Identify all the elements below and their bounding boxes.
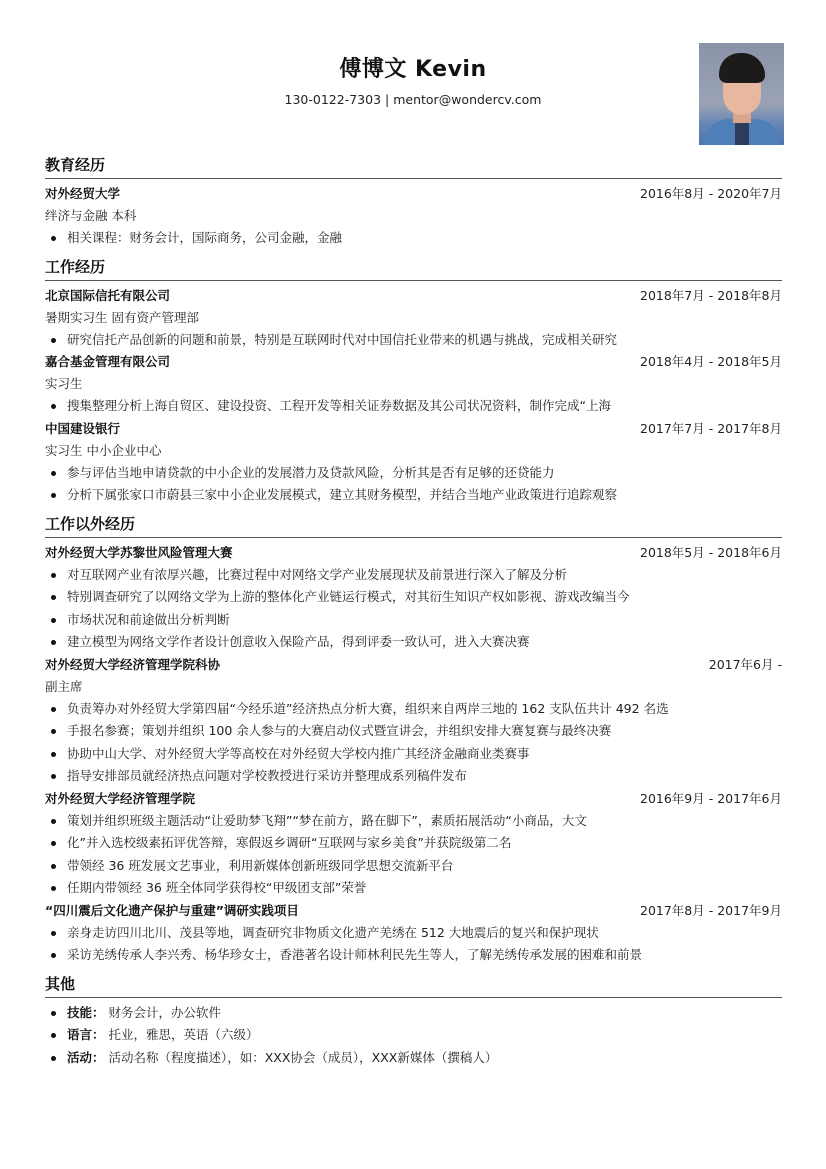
bullet-item: 化”并入选校级素拓评优答辩，寒假返乡调研“互联网与家乡美食”并获院级第二名 (45, 832, 782, 855)
job-role: 实习生 (45, 376, 83, 391)
item-value: 活动名称（程度描述），如：XXX协会（成员），XXX新媒体（撰稿人） (104, 1049, 498, 1065)
activity-role: 副主席 (45, 678, 83, 694)
section-work (45, 256, 782, 507)
work-entry (45, 418, 782, 507)
item-label: 技能： (67, 1004, 105, 1020)
section-other-experience (45, 513, 782, 967)
section-misc (45, 973, 782, 1070)
item-label: 语言： (67, 1027, 105, 1042)
photo-collar (735, 123, 749, 145)
activity-entry (45, 542, 782, 654)
bullet-item: 建立模型为网络文学作者设计创意收入保险产品，得到评委一致认可，进入大赛决赛 (45, 631, 782, 654)
work-entry (45, 351, 782, 418)
bullet-item: 协助中山大学、对外经贸大学等高校在对外经贸大学校内推广其经济金融商业类赛事 (45, 743, 782, 766)
job-role: 暑期实习生 固有资产管理部 (45, 309, 199, 325)
section-title-misc: 其他 (45, 973, 782, 998)
company-name: 嘉合基金管理有限公司 (45, 354, 171, 369)
entry-date: 2017年8月 - 2017年9月 (640, 902, 782, 918)
entry-date: 2018年5月 - 2018年6月 (640, 544, 782, 560)
entry-date: 2018年4月 - 2018年5月 (640, 354, 782, 369)
activity-name: 对外经贸大学经济管理学院 (45, 790, 196, 806)
profile-photo (699, 43, 784, 145)
bullet-item: 参与评估当地申请贷款的中小企业的发展潜力及贷款风险，分析其是否有足够的还贷能力 (45, 462, 782, 485)
entry-date: 2016年9月 - 2017年6月 (640, 790, 782, 806)
bullet-item: 指导安排部员就经济热点问题对学校教授进行采访并整理成系列稿件发布 (45, 765, 782, 788)
photo-hair (719, 53, 765, 83)
activities-item (45, 1047, 782, 1070)
company-name: 北京国际信托有限公司 (45, 287, 171, 303)
bullet-item: 带领经 36 班发展文艺事业，利用新媒体创新班级同学思想交流新平台 (45, 855, 782, 878)
bullet-item: 采访羌绣传承人李兴秀、杨华珍女士，香港著名设计师林利民先生等人，了解羌绣传承发展的困难和前景 (45, 944, 782, 967)
item-label: 活动： (67, 1049, 105, 1065)
activity-entry (45, 788, 782, 900)
bullet-item: 研究信托产品创新的问题和前景，特别是互联网时代对中国信托业带来的机遇与挑战，完成相关研究 (45, 329, 782, 352)
bullet-item: 相关课程：财务会计，国际商务，公司金融，金融 (45, 227, 782, 250)
activity-entry (45, 654, 782, 788)
degree: 绊济与金融 本科 (45, 208, 137, 223)
phone-number: 130-0122-7303 (284, 92, 382, 107)
activity-name: 对外经贸大学经济管理学院科协 (45, 656, 221, 672)
bullet-item: 搜集整理分析上海自贸区、建设投资、工程开发等相关证券数据及其公司状况资料，制作完成“上海 (45, 395, 782, 418)
bullet-item: 分析下属张家口市蔚县三家中小企业发展模式，建立其财务模型，并结合当地产业政策进行追踪观察 (45, 484, 782, 507)
bullet-item: 手报名参赛；策划并组织 100 余人参与的大赛启动仪式暨宣讲会，并组织安排大赛复赛与最终决赛 (45, 720, 782, 743)
school-name: 对外经贸大学 (45, 186, 121, 201)
entry-date: 2017年6月 - (708, 656, 782, 672)
section-title-other-experience: 工作以外经历 (45, 513, 782, 538)
bullet-item: 亲身走访四川北川、茂县等地，调查研究非物质文化遗产羌绣在 512 大地震后的复兴和保护现状 (45, 922, 782, 945)
activity-name: 对外经贸大学苏黎世风险管理大赛 (45, 544, 233, 560)
entry-date: 2017年7月 - 2017年8月 (640, 420, 782, 436)
activity-entry (45, 900, 782, 967)
languages-item (45, 1024, 782, 1047)
contact-separator: | (381, 92, 394, 107)
bullet-item: 任期内带领经 36 班全体同学获得校“甲级团支部”荣誉 (45, 877, 782, 900)
company-name: 中国建设银行 (45, 420, 121, 436)
bullet-item: 策划并组织班级主题活动“让爱助梦飞翔”“梦在前方，路在脚下”，素质拓展活动“小商品，大文 (45, 810, 782, 833)
bullet-item: 对互联网产业有浓厚兴趣，比赛过程中对网络文学产业发展现状及前景进行深入了解及分析 (45, 564, 782, 587)
resume-body (45, 150, 782, 1069)
work-entry (45, 285, 782, 352)
email-address: mentor@wondercv.com (393, 92, 542, 107)
job-role: 实习生 中小企业中心 (45, 442, 162, 458)
bullet-item: 负责筹办对外经贸大学第四届“今经乐道”经济热点分析大赛，组织来自两岸三地的 162 支队伍共计 492 名选 (45, 698, 782, 721)
bullet-item: 市场状况和前途做出分析判断 (45, 609, 782, 632)
entry-date: 2018年7月 - 2018年8月 (640, 287, 782, 303)
entry-date: 2016年8月 - 2020年7月 (640, 186, 782, 201)
section-title-education: 教育经历 (45, 154, 782, 179)
item-value: 托业，雅思，英语（六级） (104, 1027, 259, 1042)
section-title-work: 工作经历 (45, 256, 782, 281)
skills-item (45, 1002, 782, 1025)
item-value: 财务会计，办公软件 (104, 1004, 221, 1020)
candidate-name: 傅博文 Kevin (339, 57, 487, 82)
activity-name: “四川震后文化遗产保护与重建”调研实践项目 (45, 902, 299, 918)
education-entry (45, 183, 782, 250)
bullet-item: 特别调查研究了以网络文学为上游的整体化产业链运行模式，对其衍生知识产权如影视、游戏改编当今 (45, 586, 782, 609)
section-education (45, 154, 782, 250)
